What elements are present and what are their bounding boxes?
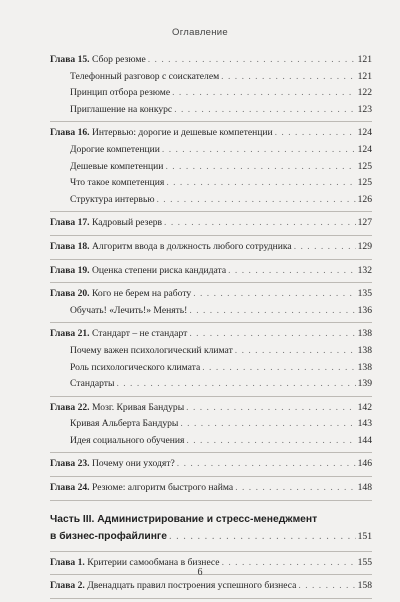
dot-leader: [228, 263, 355, 280]
chapter-title: [50, 263, 226, 280]
chapter-entry: [50, 286, 372, 303]
dot-leader: [180, 416, 355, 433]
chapter-entry: [50, 239, 372, 256]
chapter-number: Глава 24.: [50, 482, 90, 494]
subsection-entry: [50, 376, 372, 393]
subsection-entry: [50, 142, 372, 159]
subsection-entry: [50, 175, 372, 192]
chapter-page-number: 124: [357, 127, 372, 139]
chapter-number: Глава 16.: [50, 127, 90, 139]
dot-leader: [116, 376, 355, 393]
chapter-entry: [50, 456, 372, 473]
dot-leader: [221, 69, 355, 86]
divider: [50, 396, 372, 397]
part-title-line2-row: [50, 528, 372, 545]
chapter-title: [50, 239, 292, 256]
chapter-entry: [50, 578, 372, 595]
chapter-page-number: 155: [357, 556, 372, 568]
chapter-page-number: 135: [357, 288, 372, 300]
dot-leader: [172, 85, 355, 102]
divider: [50, 121, 372, 122]
divider: [50, 282, 372, 283]
chapter-name: Резюме: алгоритм быстрого найма: [91, 482, 234, 494]
chapter-title: [50, 125, 273, 142]
chapter-group: [50, 456, 372, 473]
subsection-page-number: 138: [357, 344, 372, 356]
part-page-number: 151: [357, 530, 372, 542]
dot-leader: [174, 102, 355, 119]
chapter-title: [50, 578, 296, 595]
subsection-entry: [50, 159, 372, 176]
chapter-number: Глава 17.: [50, 217, 90, 229]
chapter-number: Глава 21.: [50, 328, 90, 340]
divider: [50, 500, 372, 501]
chapter-name: Мозг. Кривая Бандуры: [91, 401, 185, 413]
chapter-title: [50, 456, 175, 473]
chapter-title: [50, 215, 162, 232]
subsection-title: Роль психологического климата: [70, 361, 201, 373]
chapter-title: [50, 400, 184, 417]
subsection-title: Обучать! «Лечить!» Менять!: [70, 304, 188, 316]
chapter-number: Глава 18.: [50, 240, 90, 252]
chapter-page-number: 132: [357, 264, 372, 276]
subsection-title: Дорогие компетенции: [70, 143, 160, 155]
subsection-title: Телефонный разговор с соискателем: [70, 70, 220, 82]
subsection-page-number: 123: [357, 103, 372, 115]
chapter-name: Алгоритм ввода в должность любого сотрудника: [91, 240, 292, 252]
subsection-entry: [50, 192, 372, 209]
dot-leader: [166, 175, 355, 192]
divider: [50, 452, 372, 453]
dot-leader: [294, 239, 356, 256]
dot-leader: [275, 125, 356, 142]
subsection-title: Кривая Альберта Бандуры: [70, 418, 179, 430]
subsection-entry: [50, 85, 372, 102]
dot-leader: [235, 343, 356, 360]
subsection-entry: [50, 433, 372, 450]
chapter-entry: [50, 480, 372, 497]
chapter-page-number: 142: [357, 401, 372, 413]
dot-leader: [177, 456, 356, 473]
chapter-group: [50, 286, 372, 319]
dot-leader: [165, 159, 355, 176]
chapter-number: Глава 20.: [50, 288, 90, 300]
dot-leader: [298, 578, 355, 595]
divider: [50, 476, 372, 477]
divider: [50, 211, 372, 212]
chapter-entry: [50, 52, 372, 69]
subsection-page-number: 122: [357, 87, 372, 99]
chapter-name: Интервью: дорогие и дешевые компетенции: [91, 127, 273, 139]
chapter-entry: [50, 215, 372, 232]
chapter-number: Глава 19.: [50, 264, 90, 276]
subsection-entry: [50, 360, 372, 377]
chapter-entry: [50, 326, 372, 343]
chapter-page-number: 148: [357, 482, 372, 494]
dot-leader: [189, 326, 355, 343]
page-number: 6: [197, 567, 203, 578]
dot-leader: [202, 360, 355, 377]
divider: [50, 551, 372, 552]
chapter-number: Глава 1.: [50, 556, 85, 568]
subsection-entry: [50, 102, 372, 119]
chapter-group: [50, 52, 372, 118]
chapter-name: Оценка степени риска кандидата: [91, 264, 227, 276]
subsection-title: Почему важен психологический климат: [70, 344, 233, 356]
chapter-name: Кого не берем на работу: [91, 288, 192, 300]
subsection-entry: [50, 69, 372, 86]
chapter-group: [50, 215, 372, 232]
subsection-title: Принцип отбора резюме: [70, 87, 171, 99]
divider: [50, 322, 372, 323]
dot-leader: [164, 215, 356, 232]
subsection-title: Что такое компетенция: [70, 177, 165, 189]
chapter-number: Глава 22.: [50, 401, 90, 413]
divider: [50, 598, 372, 599]
chapter-group: [50, 578, 372, 595]
dot-leader: [186, 433, 355, 450]
running-head: Оглавление: [172, 27, 228, 38]
subsection-title: Приглашение на конкурс: [70, 103, 173, 115]
chapter-page-number: 146: [357, 458, 372, 470]
subsection-title: Структура интервью: [70, 193, 155, 205]
chapter-entry: [50, 125, 372, 142]
subsection-entry: [50, 303, 372, 320]
chapter-entry: [50, 400, 372, 417]
dot-leader: [169, 528, 356, 545]
chapter-group: [50, 125, 372, 208]
chapter-page-number: 158: [357, 580, 372, 592]
subsection-page-number: 126: [357, 193, 372, 205]
subsection-page-number: 136: [357, 304, 372, 316]
chapter-name: Критерии самообмана в бизнесе: [87, 556, 220, 568]
dot-leader: [148, 52, 356, 69]
chapter-title: [50, 480, 233, 497]
part-title-line1: Часть III. Администрирование и стресс-менеджмент: [50, 513, 318, 525]
chapter-entry: [50, 263, 372, 280]
table-of-contents: [50, 52, 372, 602]
subsection-entry: [50, 343, 372, 360]
chapter-page-number: 138: [357, 328, 372, 340]
chapter-group: [50, 239, 372, 256]
chapter-number: Глава 2.: [50, 580, 85, 592]
subsection-title: Идея социального обучения: [70, 434, 185, 446]
chapter-page-number: 129: [357, 240, 372, 252]
chapter-title: [50, 286, 191, 303]
dot-leader: [157, 192, 356, 209]
divider: [50, 235, 372, 236]
subsection-page-number: 125: [357, 160, 372, 172]
subsection-page-number: 139: [357, 378, 372, 390]
chapter-name: Сбор резюме: [91, 54, 146, 65]
subsection-title: Стандарты: [70, 378, 115, 390]
chapter-number: Глава 23.: [50, 458, 90, 470]
chapter-name: Почему они уходят?: [91, 458, 175, 470]
chapter-list: [50, 52, 372, 501]
subsection-page-number: 143: [357, 418, 372, 430]
chapter-name: Кадровый резерв: [91, 217, 163, 229]
chapter-title: [50, 52, 146, 69]
subsection-page-number: 125: [357, 177, 372, 189]
chapter-title: [50, 326, 187, 343]
chapter-group: [50, 400, 372, 450]
dot-leader: [162, 142, 356, 159]
subsection-page-number: 124: [357, 143, 372, 155]
chapter-page-number: 127: [357, 217, 372, 229]
divider: [50, 259, 372, 260]
chapter-group: [50, 326, 372, 392]
subsection-title: Дешевые компетенции: [70, 160, 164, 172]
dot-leader: [193, 286, 355, 303]
chapter-name: Двенадцать правил построения успешного бизнеса: [87, 580, 297, 592]
dot-leader: [189, 303, 355, 320]
chapter-page-number: 121: [357, 54, 372, 65]
subsection-page-number: 138: [357, 361, 372, 373]
chapter-number: Глава 15.: [50, 54, 90, 65]
dot-leader: [186, 400, 355, 417]
part-title-line2: в бизнес-профайлинге: [50, 530, 167, 542]
subsection-page-number: 121: [357, 70, 372, 82]
chapter-name: Стандарт – не стандарт: [91, 328, 188, 340]
subsection-entry: [50, 416, 372, 433]
part-heading: [50, 511, 372, 545]
chapter-group: [50, 263, 372, 280]
chapter-group: [50, 480, 372, 497]
dot-leader: [235, 480, 355, 497]
subsection-page-number: 144: [357, 434, 372, 446]
